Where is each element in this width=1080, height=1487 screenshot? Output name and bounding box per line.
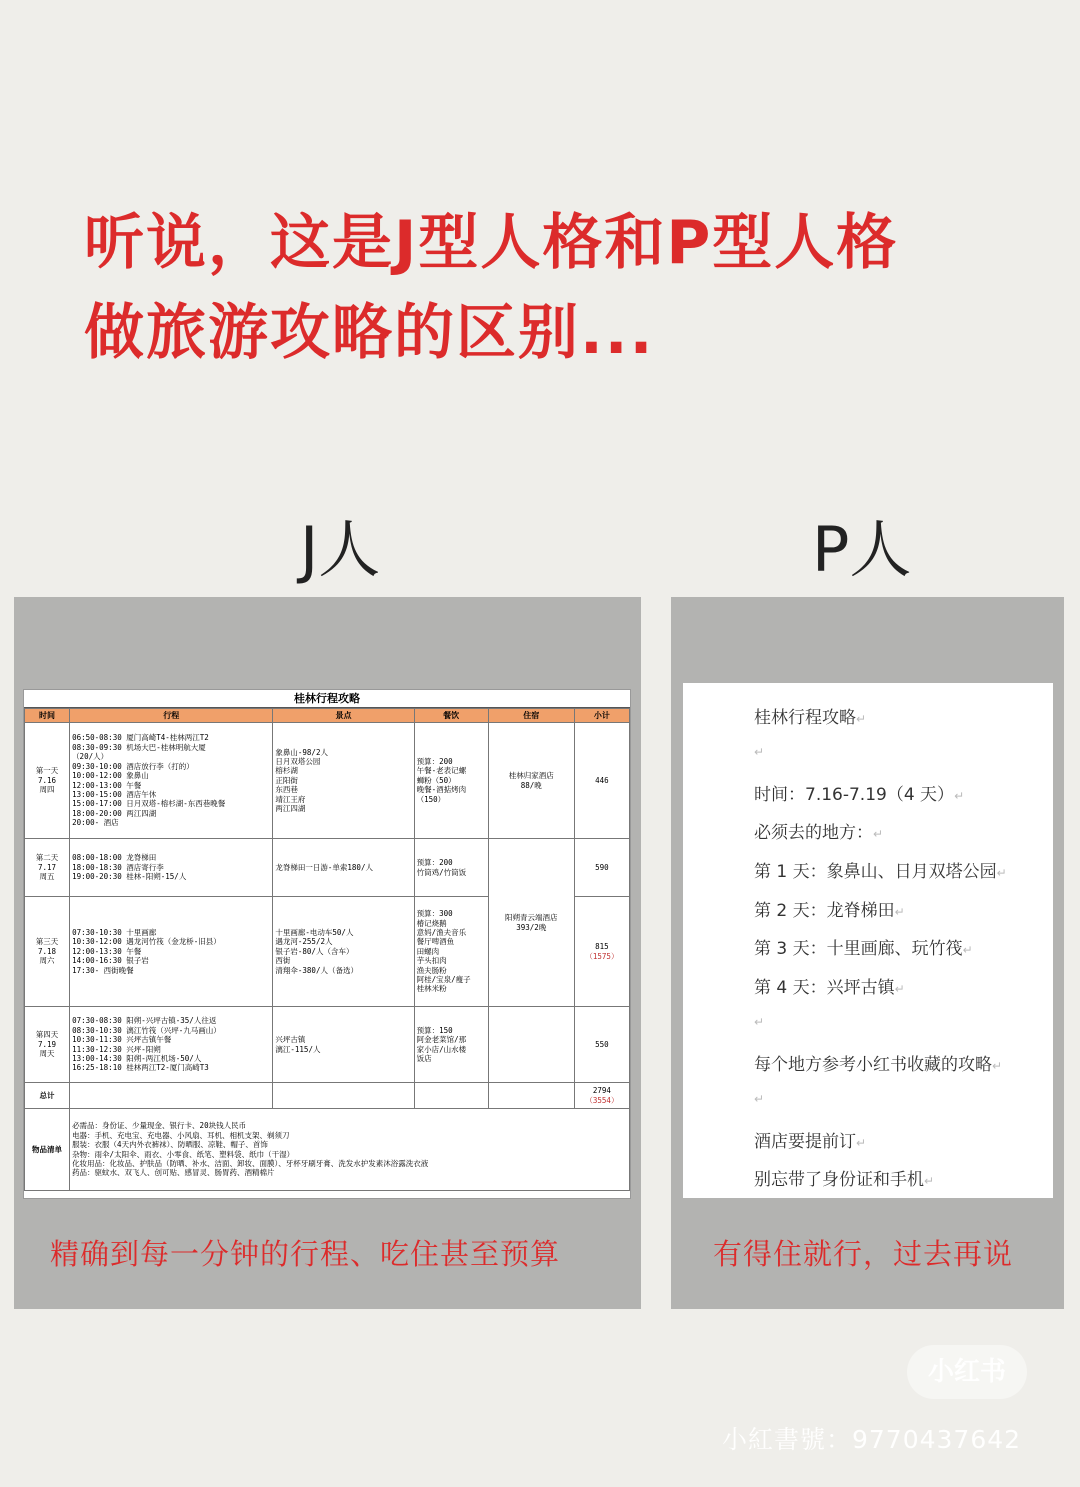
day-label: 第二天 7.17 周五 xyxy=(35,853,59,882)
header-cell: 餐饮 xyxy=(414,709,488,723)
total-note: （3554） xyxy=(585,1095,619,1105)
doc-line: 必须去的地方：↵ xyxy=(754,823,884,843)
xiaohongshu-logo: 小红书 xyxy=(907,1345,1027,1399)
day-cell xyxy=(25,839,70,897)
sheet-title: 桂林行程攻略 xyxy=(24,690,630,708)
doc-line: 酒店要提前订↵ xyxy=(754,1132,867,1152)
sights-cell xyxy=(273,897,414,1007)
itinerary-cell xyxy=(70,897,273,1007)
food-cell xyxy=(414,723,488,839)
j-column-label: J人 xyxy=(300,513,381,586)
total-cell xyxy=(574,1083,629,1109)
headline-line-1: 听说，这是J型人格和P型人格 xyxy=(84,208,899,278)
doc-line: 第 3 天：十里画廊、玩竹筏↵ xyxy=(754,939,973,959)
subtotal-value: 590 xyxy=(595,862,609,872)
items-cell xyxy=(70,1109,630,1191)
itinerary-cell xyxy=(70,839,273,897)
sights-cell xyxy=(273,723,414,839)
watermark-id: 小紅書號：9770437642 xyxy=(722,1425,1022,1454)
food-text: 预算：200 午餐-老表记螺 蛳粉（50） 晚餐-酒掂烤肉 （150） xyxy=(416,756,467,804)
sights-text: 兴坪古镇 漓江-115/人 xyxy=(275,1035,321,1054)
p-caption: 有得住就行，过去再说 xyxy=(713,1237,1014,1271)
itinerary-text: 07:30-10:30 十里画廊 10:30-12:00 遇龙河竹筏（金龙桥-旧县） 12:00-13:30 午餐 14:00-16:30 银子岩 17:30- 西街晚餐 xyxy=(72,927,221,975)
items-label: 物品清单 xyxy=(25,1109,70,1191)
total-row xyxy=(25,1083,630,1109)
itinerary-text: 07:30-08:30 阳朔-兴坪古镇-35/人往返 08:30-10:30 漓江竹筏（兴坪-九马画山） 10:30-11:30 兴坪古镇午餐 11:30-12:30 兴坪-阳朔 13:00-14:30 阳朔-两江机场-50/人 16:25-18:10 桂林两江T2-厦门高崎T3 xyxy=(72,1016,221,1073)
day-label: 第一天 7.16 周四 xyxy=(35,766,59,795)
lodging-cell xyxy=(488,723,574,839)
header-cell: 景点 xyxy=(273,709,414,723)
table-row xyxy=(25,839,630,897)
total-value: 2794 xyxy=(592,1086,611,1096)
items-text: 必需品：身份证、少量现金、银行卡、20块钱人民币 电器：手机、充电宝、充电器、小风扇、耳机、相机支架、剃须刀 服装：衣服（4天内外衣裤袜）、防晒服、凉鞋、帽子、首饰 杂物：雨伞/太阳伞、雨衣、小零食、纸笔、塑料袋、纸巾（干湿） 化妆用品：化妆品、护肤品（防晒、补水、洁面、卸妆、面膜）、牙杯牙刷牙膏、洗发水护发素沐浴露洗衣液 药品：驱蚊水、双飞人、创可贴、感冒灵、肠胃药、酒精棉片 xyxy=(72,1121,429,1178)
total-label: 总计 xyxy=(25,1083,70,1109)
subtotal-cell xyxy=(574,839,629,897)
table-header-row xyxy=(25,709,630,723)
food-cell xyxy=(414,839,488,897)
subtotal-value: 815 xyxy=(595,942,609,952)
subtotal-cell xyxy=(574,1007,629,1083)
headline-line-2: 做旅游攻略的区别... xyxy=(84,298,655,368)
j-caption: 精确到每一分钟的行程、吃住甚至预算 xyxy=(50,1237,561,1271)
doc-line: 时间：7.16-7.19（4 天）↵ xyxy=(754,785,965,805)
doc-line: 每个地方参考小红书收藏的攻略↵ xyxy=(754,1055,1003,1075)
header-cell: 住宿 xyxy=(488,709,574,723)
header-cell: 行程 xyxy=(70,709,273,723)
doc-line: 第 1 天：象鼻山、日月双塔公园↵ xyxy=(754,862,1007,882)
subtotal-cell xyxy=(574,897,629,1007)
itinerary-cell xyxy=(70,1007,273,1083)
food-cell xyxy=(414,897,488,1007)
subtotal-value: 446 xyxy=(595,775,609,785)
sights-text: 龙脊梯田一日游-单索180/人 xyxy=(275,862,373,872)
food-text: 预算：200 竹筒鸡/竹筒饭 xyxy=(416,858,467,877)
food-cell xyxy=(414,1007,488,1083)
doc-line: 桂林行程攻略↵ xyxy=(754,708,867,728)
lodging-text: 桂林归家酒店 88/晚 xyxy=(508,771,554,790)
notes-document xyxy=(683,683,1053,1198)
header-cell: 时间 xyxy=(25,709,70,723)
items-row xyxy=(25,1109,630,1191)
sights-cell xyxy=(273,839,414,897)
doc-line: ↵ xyxy=(754,1092,765,1106)
itinerary-text: 06:50-08:30 厦门高崎T4-桂林两江T2 08:30-09:30 机场大巴-桂林明航大厦 （20/人） 09:30-10:00 酒店放行李（打的） 10:00-12:00 象鼻山 12:00-13:00 午餐 13:00-15:00 酒店午休 15:00-17:00 日月双塔-榕杉湖-东西巷晚餐 18:00-20:00 两江四湖 20:00- 酒店 xyxy=(72,733,226,828)
itinerary-spreadsheet xyxy=(23,689,631,1199)
day-cell xyxy=(25,1007,70,1083)
sights-text: 十里画廊-电动车50/人 遇龙河-255/2人 银子岩-80/人（含车） 西街 清翔伞-380/人（备选） xyxy=(275,927,358,975)
p-column-label: P人 xyxy=(812,513,912,586)
itinerary-cell xyxy=(70,723,273,839)
doc-line: ↵ xyxy=(754,745,765,759)
headline xyxy=(84,198,1044,378)
subtotal-cell xyxy=(574,723,629,839)
day-label: 第三天 7.18 周六 xyxy=(35,937,59,966)
sights-text: 象鼻山-98/2人 日月双塔公园 榕杉湖 正阳街 东西巷 靖江王府 两江四湖 xyxy=(275,747,328,814)
day-cell xyxy=(25,723,70,839)
subtotal-note: （1575） xyxy=(585,951,619,961)
itinerary-text: 08:00-18:00 龙脊梯田 18:00-18:30 酒店寄行李 19:00-20:30 桂林-阳朔-15/人 xyxy=(72,853,187,882)
lodging-cell xyxy=(488,1007,574,1083)
doc-line: 第 2 天：龙脊梯田↵ xyxy=(754,901,905,921)
doc-line: 别忘带了身份证和手机↵ xyxy=(754,1170,935,1190)
table-row xyxy=(25,723,630,839)
sights-cell xyxy=(273,1007,414,1083)
doc-line: 第 4 天：兴坪古镇↵ xyxy=(754,978,905,998)
day-label: 第四天 7.19 周天 xyxy=(35,1030,59,1059)
food-text: 预算：300 椿记烧鹅 意妈/渔夫音乐 餐厅啤酒鱼 田螺肉 芋头扣肉 渔夫肠粉 阿桂/宝泉/瘦子 桂林米粉 xyxy=(416,909,471,994)
doc-line: ↵ xyxy=(754,1015,765,1029)
day-cell xyxy=(25,897,70,1007)
lodging-text: 阳朔青云端酒店 393/2晚 xyxy=(505,913,558,932)
lodging-cell xyxy=(488,839,574,1007)
table-row xyxy=(25,1007,630,1083)
subtotal-value: 550 xyxy=(595,1039,609,1049)
header-cell: 小计 xyxy=(574,709,629,723)
food-text: 预算：150 阿金老菜馆/那 家小店/山水楼 饭店 xyxy=(416,1025,467,1063)
itinerary-table xyxy=(24,708,630,1191)
